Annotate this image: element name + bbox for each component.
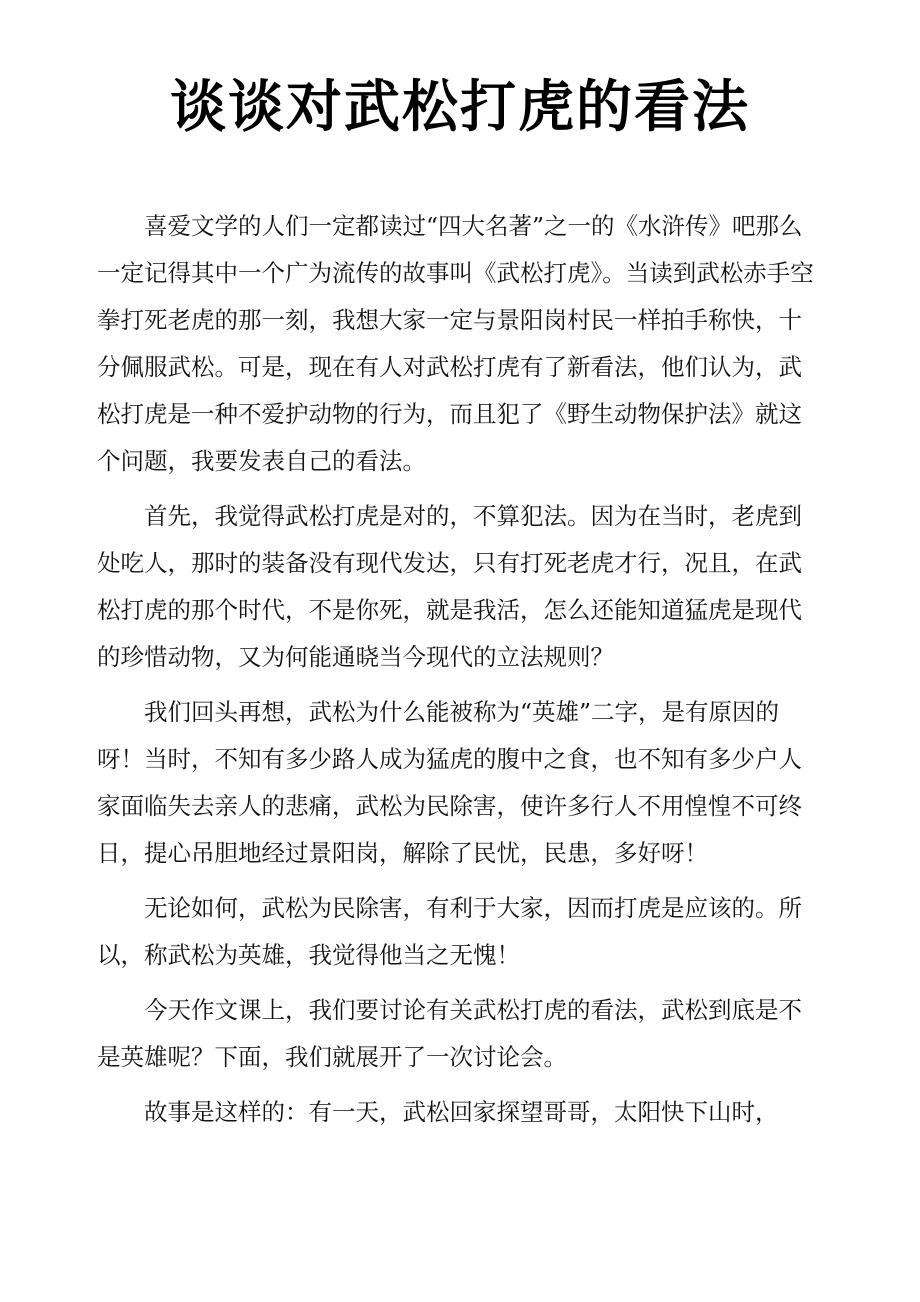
paragraph-4: 无论如何，武松为民除害，有利于大家，因而打虎是应该的。所以，称武松为英雄，我觉得他当之无愧！ (97, 894, 802, 969)
paragraph-1: 喜爱文学的人们一定都读过“四大名著”之一的《水浒传》吧那么一定记得其中一个广为流传的故事叫《武松打虎》。当读到武松赤手空拳打死老虎的那一刻，我想大家一定与景阳岗村民一样拍手称快，十分佩服武松。可是，现在有人对武松打虎有了新看法，他们认为，武松打虎是一种不爱护动物的行为，而且犯了《野生动物保护法》就这个问题，我要发表自己的看法。 (97, 212, 814, 475)
page-title: 谈谈对武松打虎的看法 (170, 75, 750, 140)
article-body (97, 203, 817, 1144)
paragraph-3: 我们回头再想，武松为什么能被称为“英雄”二字，是有原因的呀！当时，不知有多少路人成为猛虎的腹中之食，也不知有多少户人家面临失去亲人的悲痛，武松为民除害，使许多行人不用惶惶不可终日，提心吊胆地经过景阳岗，解除了民忧，民患，多好呀！ (97, 698, 802, 867)
paragraph-5: 今天作文课上，我们要讨论有关武松打虎的看法，武松到底是不是英雄呢？下面，我们就展开了一次讨论会。 (97, 996, 802, 1071)
paragraph-2: 首先，我觉得武松打虎是对的，不算犯法。因为在当时，老虎到处吃人，那时的装备没有现代发达，只有打死老虎才行，况且，在武松打虎的那个时代，不是你死，就是我活，怎么还能知道猛虎是现代的珍惜动物，又为何能通晓当今现代的立法规则？ (97, 502, 802, 671)
paragraph-6: 故事是这样的：有一天，武松回家探望哥哥，太阳快下山时， (144, 1098, 779, 1126)
